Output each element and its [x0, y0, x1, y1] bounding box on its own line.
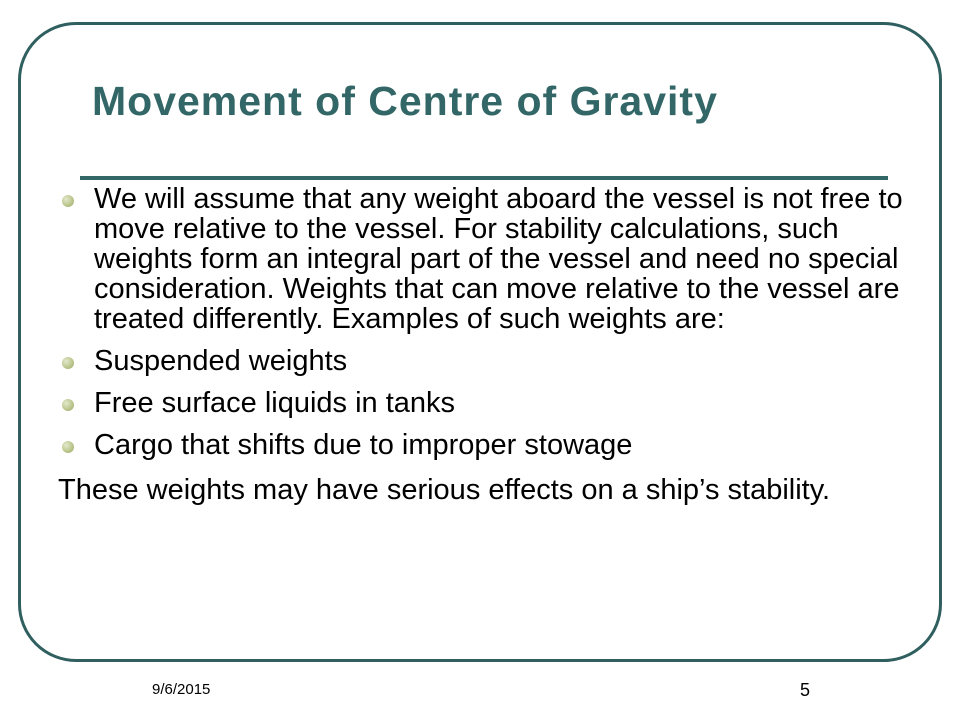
- bullet-text: Free surface liquids in tanks: [94, 387, 456, 419]
- bullet-dot-icon: [62, 357, 74, 369]
- closing-text: These weights may have serious effects on a ship’s stability.: [58, 474, 831, 506]
- bullet-dot-icon: [62, 399, 74, 411]
- bullet-item: [58, 430, 908, 460]
- page-number: 5: [800, 680, 811, 700]
- bullet-item: [58, 346, 908, 376]
- title-underline: [80, 176, 888, 180]
- bullet-text: We will assume that any weight aboard the vessel is not free to move relative to the vessel. For stability calculations, such weights form an integral part of the vessel and need no special consideration. Weights that can move relative to the vessel are treated differently. Examples of such weights are:: [94, 183, 903, 335]
- bullet-dot-icon: [62, 195, 74, 207]
- bullet-item: [58, 184, 908, 334]
- slide-title: Movement of Centre of Gravity: [92, 78, 718, 124]
- slide-body: [58, 184, 908, 538]
- bullet-text: Suspended weights: [94, 345, 348, 377]
- footer-date: 9/6/2015: [152, 681, 211, 698]
- bullet-dot-icon: [62, 441, 74, 453]
- bullet-item: [58, 388, 908, 418]
- bullet-list: [58, 184, 908, 460]
- bullet-text: Cargo that shifts due to improper stowage: [94, 429, 633, 461]
